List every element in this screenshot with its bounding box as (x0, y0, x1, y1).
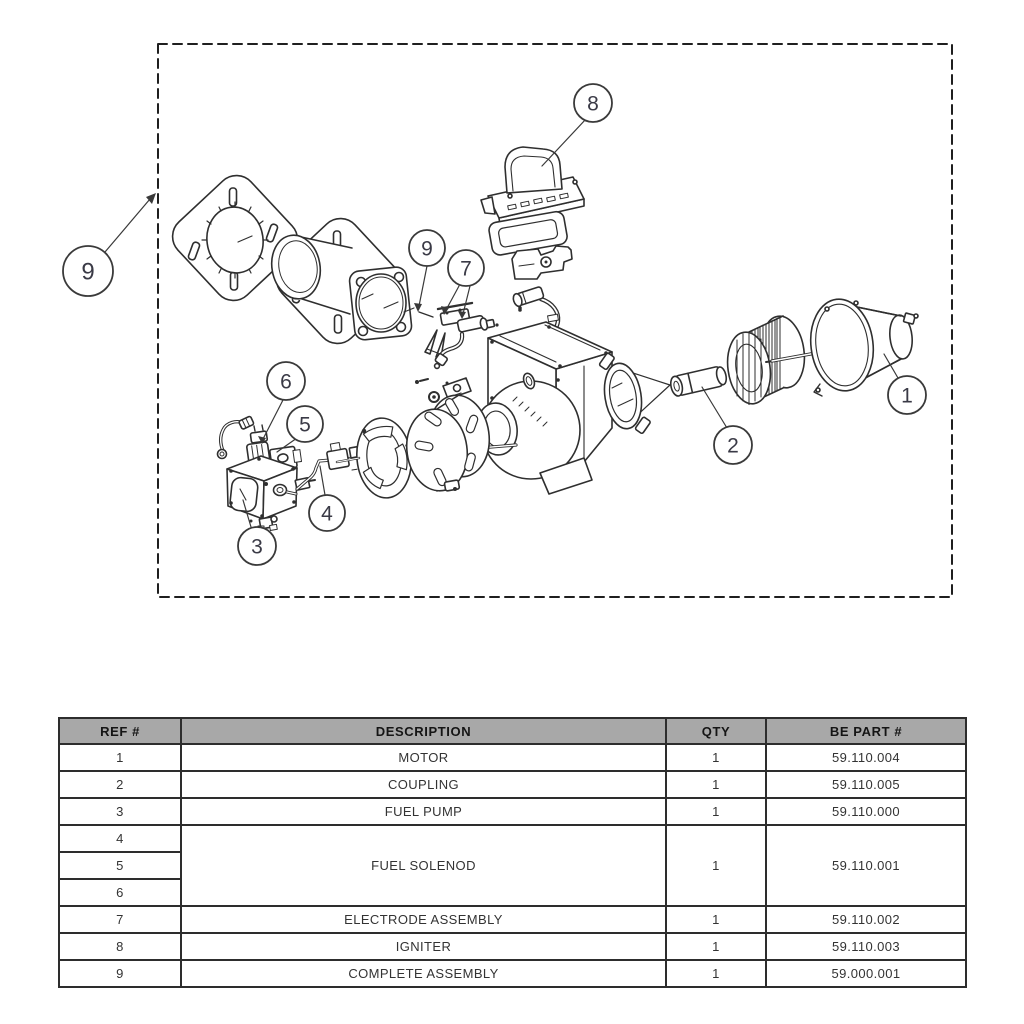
callout-9-inner-label: 9 (421, 237, 433, 261)
cell-ref: 6 (59, 879, 181, 906)
cell-ref: 1 (59, 744, 181, 771)
callout-2-label: 2 (727, 434, 739, 458)
callout-8 (574, 84, 612, 122)
cell-part: 59.110.000 (766, 798, 966, 825)
cell-description: COMPLETE ASSEMBLY (181, 960, 666, 987)
header-description: DESCRIPTION (181, 718, 666, 744)
callout-1-label: 1 (901, 384, 913, 408)
cell-ref: 5 (59, 852, 181, 879)
callout-6-label: 6 (280, 370, 292, 394)
cell-qty: 1 (666, 933, 766, 960)
cell-qty: 1 (666, 771, 766, 798)
parts-table-body (59, 744, 966, 987)
cell-description: IGNITER (181, 933, 666, 960)
table-row (59, 744, 966, 771)
callout-5-label: 5 (299, 413, 311, 437)
blower-wheel-part (723, 313, 809, 406)
callout-1 (888, 376, 926, 414)
cell-qty: 1 (666, 744, 766, 771)
cell-description: ELECTRODE ASSEMBLY (181, 906, 666, 933)
cell-part: 59.110.005 (766, 771, 966, 798)
cell-ref: 7 (59, 906, 181, 933)
cell-part: 59.110.003 (766, 933, 966, 960)
table-row (59, 798, 966, 825)
table-header-row (59, 718, 966, 744)
cell-description: FUEL PUMP (181, 798, 666, 825)
cell-ref: 3 (59, 798, 181, 825)
cell-part: 59.110.002 (766, 906, 966, 933)
burner-housing-part (474, 308, 612, 494)
header-ref: REF # (59, 718, 181, 744)
cell-qty: 1 (666, 825, 766, 906)
table-row (59, 933, 966, 960)
cell-description: COUPLING (181, 771, 666, 798)
callout-7 (448, 250, 484, 286)
header-part: BE PART # (766, 718, 966, 744)
callout-8-label: 8 (587, 92, 599, 116)
parts-table (58, 717, 965, 988)
callout-3-label: 3 (251, 535, 263, 559)
cell-ref: 8 (59, 933, 181, 960)
cell-ref: 4 (59, 825, 181, 852)
electrode-assembly-part (419, 303, 499, 368)
table-row (59, 771, 966, 798)
cell-description: MOTOR (181, 744, 666, 771)
cell-ref: 9 (59, 960, 181, 987)
callout-3 (238, 527, 276, 565)
cell-part: 59.110.004 (766, 744, 966, 771)
cell-qty: 1 (666, 798, 766, 825)
callout-5 (287, 406, 323, 442)
callout-2 (714, 426, 752, 464)
cell-ref: 2 (59, 771, 181, 798)
cell-qty: 1 (666, 906, 766, 933)
callout-6 (267, 362, 305, 400)
callout-7-label: 7 (460, 257, 472, 281)
callout-9-inner (409, 230, 445, 266)
table-row (59, 960, 966, 987)
callout-4 (309, 495, 345, 531)
cell-description: FUEL SOLENOD (181, 825, 666, 906)
cell-part: 59.000.001 (766, 960, 966, 987)
header-qty: QTY (666, 718, 766, 744)
table-row (59, 825, 966, 852)
coupling-part (669, 365, 728, 397)
cell-part: 59.110.001 (766, 825, 966, 906)
igniter-part (481, 147, 584, 225)
callout-4-label: 4 (321, 502, 333, 526)
callout-9-outer (63, 246, 113, 296)
table-row (59, 906, 966, 933)
callout-9-outer-label: 9 (81, 258, 95, 286)
cell-qty: 1 (666, 960, 766, 987)
mounting-bracket-part (512, 246, 572, 279)
